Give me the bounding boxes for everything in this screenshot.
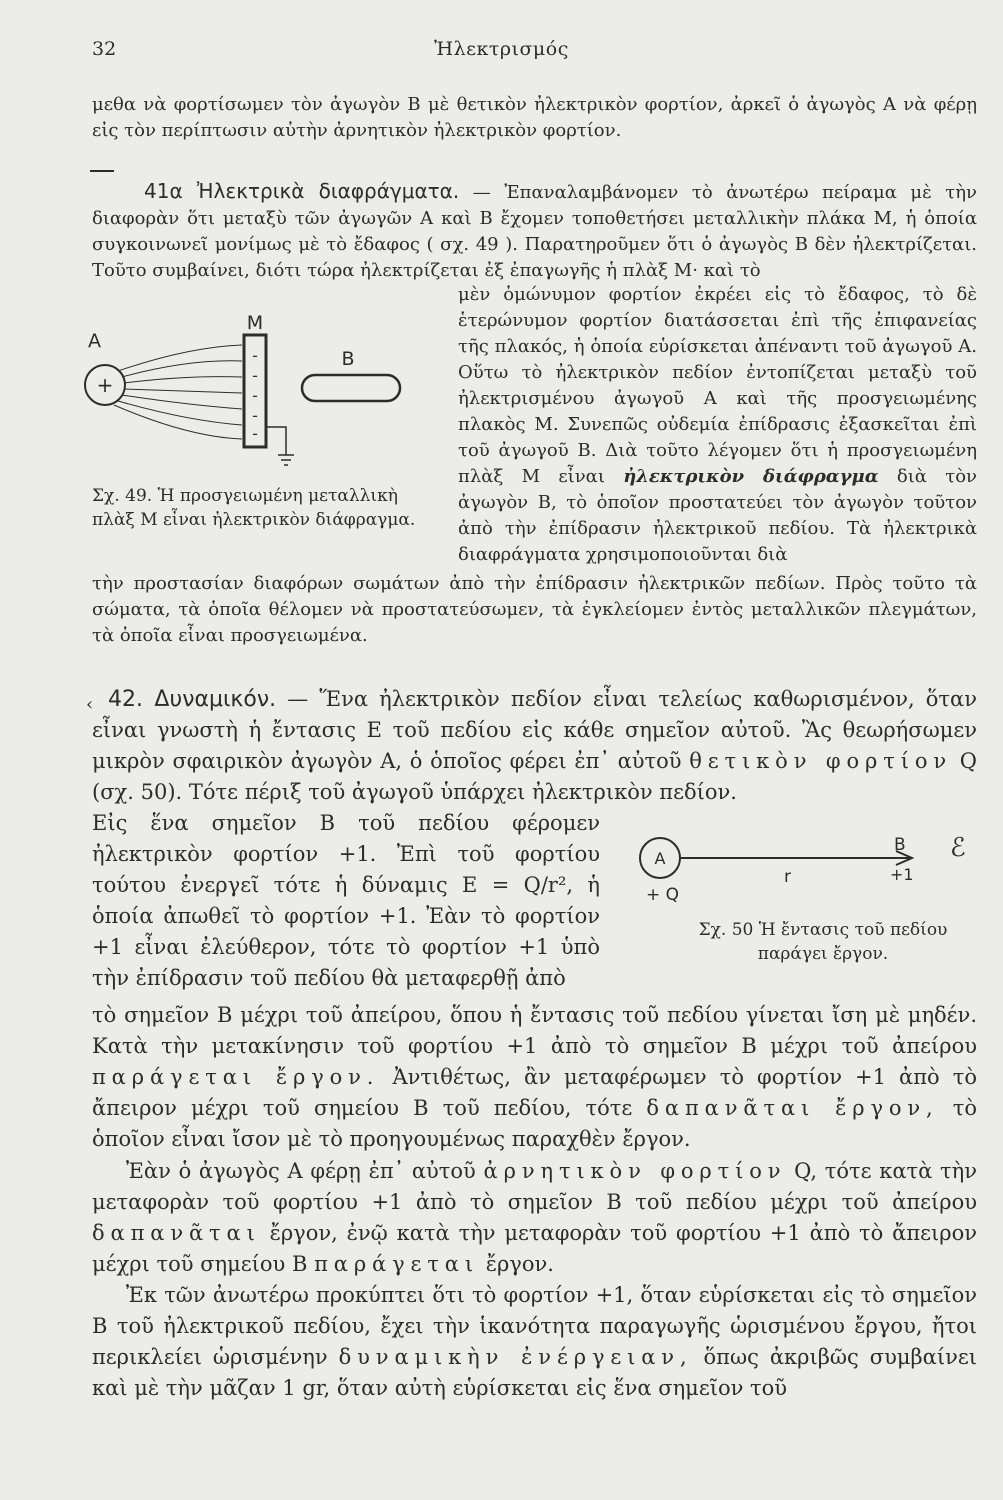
plate-minus-2: - [252,366,258,385]
plate-minus-4: - [252,406,258,425]
spaced-produces-work: παράγεται ἔργον. [92,1065,380,1089]
para1-c: τὸ ὁποῖον εἶναι ἴσον μὲ τὸ προηγουμένως παραχθὲν ἔργον. [92,1096,977,1151]
para2-b: Q, τότε κατὰ τὴν μεταφορὰν τοῦ φορτίου +1 ἀπὸ τὸ σημεῖον Β τοῦ πεδίου μέχρι τοῦ ἀπείρου [92,1159,977,1214]
running-title: Ἠλεκτρισμός [434,38,569,60]
spaced-consumed-2: δαπανᾶται [92,1221,261,1245]
section-42-heading: 42. Δυναμικόν. [108,687,277,712]
conductor-b [302,375,400,401]
fig49-label-b: Β [341,348,355,370]
spaced-consumes-work: δαπανᾶται ἔργον, [646,1096,939,1120]
fig50-label-plus-q: + Q [646,885,680,905]
para1-a: τὸ σημεῖον Β μέχρι τοῦ ἀπείρου, ὅπου ἡ ἔντασις τοῦ πεδίου γίνεται ἴση μὲ μηδέν. Κατὰ τὴν μετακίνησιν τοῦ φορτίου +1 ἀπὸ τὸ σημεῖον Β μέχρι τοῦ ἀπείρου [92,1003,977,1058]
spaced-positive-charge: θετικὸν φορτίον [689,749,953,773]
para1-b: Ἀντιθέτως, ἂν μεταφέρωμεν τὸ φορτίον +1 ἀπὸ τὸ ἄπειρον μέχρι τοῦ σημείου Β τοῦ πεδίου, τότε [92,1065,977,1120]
section-42-lead [92,684,977,808]
fig50-label-e: ℰ [950,833,966,863]
section-42-lead-end: Q (σχ. 50). Τότε πέριξ τοῦ ἀγωγοῦ ὑπάρχει ἠλεκτρικὸν πεδίον. [92,749,977,804]
section-41a-column [458,282,977,568]
section-41a-text-top: — Ἐπαναλαμβάνομεν τὸ ἀνωτέρω πείραμα μὲ τὴν διαφορὰν ὅτι μεταξὺ τῶν ἀγωγῶν Α καὶ Β ἔχομεν τοποθετήσει μεταλλικὴν πλάκα Μ, ἡ ὁποία συγκοινωνεῖ μονίμως μὲ τὸ ἔδαφος ( σχ. 49 ). Παρατηροῦμεν ὅτι ὁ ἀγωγὸς Β δὲν ἠλεκτρίζεται. Τοῦτο συμβαίνει, διότι τώρα ἠλεκτρίζεται ἐξ ἐπαγωγῆς ἡ πλὰξ Μ· καὶ τὸ [92,182,977,281]
fig49-plus: + [96,373,114,397]
field-lines [114,345,242,439]
figure-49 [78,305,423,475]
section-41a-column-a: μὲν ὁμώνυμον φορτίον ἐκρέει εἰς τὸ ἔδαφος, τὸ δὲ ἑτερώνυμον φορτίον διατάσσεται ἐπὶ τῆς ἐπιφανείας τῆς πλακός, ἡ ὁποία εὑρίσκεται ἀπέναντι τοῦ ἀγωγοῦ Α. Οὕτω τὸ ἠλεκτρικὸν πεδίον ἐντοπίζεται μεταξὺ τοῦ ἠλεκτρισμένου ἀγωγοῦ Α καὶ τῆς προσγειωμένης πλακὸς Μ. Συνεπῶς οὐδεμία ἐπίδρασις ἐξασκεῖται ἐπὶ τοῦ ἀγωγοῦ Β. Διὰ τοῦτο λέγομεν ὅτι ἡ προσγειωμένη πλὰξ Μ εἶναι [458,284,977,487]
section-42-column: Εἰς ἕνα σημεῖον Β τοῦ πεδίου φέρομεν ἠλεκτρικὸν φορτίον +1. Ἐπὶ τοῦ φορτίου τούτου ἐνεργεῖ τότε ἡ δύναμις Ε = Q/r², ἡ ὁποία ἀπωθεῖ τὸ φορτίον +1. Ἐὰν τὸ φορτίον +1 εἶναι ἐλεύθερον, τότε τὸ φορτίον +1 ὑπὸ τὴν ἐπίδρασιν τοῦ πεδίου θὰ μεταφερθῇ ἀπὸ [92,811,600,990]
section-41a-bottom: τὴν προστασίαν διαφόρων σωμάτων ἀπὸ τὴν ἐπίδρασιν ἠλεκτρικῶν πεδίων. Πρὸς τοῦτο τὰ σώματα, τὰ ὁποῖα θέλομεν νὰ προστατεύσωμεν, τὰ ἐγκλείομεν ἐντὸς μεταλλικῶν πλεγμάτων, τὰ ὁποῖα εἶναι προσγειωμένα. [92,573,977,646]
fig49-label-m: Μ [246,312,264,334]
para2-a: Ἐὰν ὁ ἀγωγὸς Α φέρῃ ἐπ᾿ αὐτοῦ [126,1159,476,1183]
section-42-para2 [92,1156,977,1280]
plate-minus-3: - [252,386,258,405]
intro-paragraph: μεθα νὰ φορτίσωμεν τὸν ἀγωγὸν Β μὲ θετικὸν ἠλεκτρικὸν φορτίον, ἀρκεῖ ὁ ἀγωγὸς Α νὰ φέρῃ εἰς τὸν περίπτωσιν αὐτὴν ἀρνητικὸν ἠλεκτρικὸν φορτίον. [92,94,977,141]
page-number: 32 [92,38,117,60]
figure-49-caption: Σχ. 49. Ἡ προσγειωμένη μεταλλικὴ πλὰξ Μ εἶναι ἠλεκτρικὸν διάφραγμα. [92,486,416,530]
section-42-para1 [92,1000,977,1155]
para3-b: ὅπως ἀκριβῶς συμβαίνει καὶ μὲ τὴν μᾶζαν 1 gr, ὅταν αὐτὴ εὑρίσκεται εἰς ἕνα σημεῖον τοῦ [92,1345,977,1400]
fig50-label-r: r [784,867,791,887]
margin-mark: ‹ [86,694,94,715]
fig49-label-a: Α [88,330,101,352]
fig50-label-a: A [654,849,666,868]
spaced-potential-energy: δυναμικὴν ἐνέργειαν, [338,1345,693,1369]
term-electric-screen: ἠλεκτρικὸν διάφραγμα [623,466,879,487]
section-41a-heading: 41α Ἠλεκτρικὰ διαφράγματα. [144,179,460,203]
fig50-label-plus1: +1 [890,865,914,884]
para2-c: ἔργον, ἐνῷ κατὰ τὴν μεταφορὰν τοῦ φορτίου +1 ἀπὸ τὸ ἄπειρον μέχρι τοῦ σημείου Β [92,1221,977,1276]
margin-dash [90,170,114,172]
para2-d: ἔργον. [485,1252,554,1276]
ground-symbol [266,427,294,465]
plate-minus-5: - [252,424,258,443]
figure-50-caption: Σχ. 50 Ἡ ἔντασις τοῦ πεδίου παράγει ἔργον. [698,920,948,964]
para3-a: Ἐκ τῶν ἀνωτέρω προκύπτει ὅτι τὸ φορτίον +1, ὅταν εὑρίσκεται εἰς τὸ σημεῖον Β τοῦ ἠλεκτρικοῦ πεδίου, ἔχει τὴν ἱκανότητα παραγωγῆς ὡρισμένου ἔργου, ἤτοι περικλείει ὡρισμένην [92,1283,977,1369]
section-42-lead-text: — Ἕνα ἠλεκτρικὸν πεδίον εἶναι τελείως καθωρισμένον, ὅταν εἶναι γνωστὴ ἡ ἔντασις Ε τοῦ πεδίου εἰς κάθε σημεῖον αὐτοῦ. Ἂς θεωρήσωμεν μικρὸν σφαιρικὸν ἀγωγὸν Α, ὁ ὁποῖος φέρει ἐπ᾿ αὐτοῦ [92,687,977,773]
fig50-label-b: B [894,835,906,855]
section-41a-top [92,178,977,284]
section-41a-column-b: διὰ τὸν ἀγωγὸν Β, τὸ ὁποῖον προστατεύει τὸν ἀγωγὸν τοῦτον ἀπὸ τὴν ἐπίδρασιν ἠλεκτρικοῦ πεδίου. Τὰ ἠλεκτρικὰ διαφράγματα χρησιμοποιοῦνται διὰ [458,466,977,565]
plate-minus-1: - [252,346,258,365]
spaced-negative-charge: ἀρνητικὸν φορτίον [483,1159,787,1183]
section-42-para3 [92,1280,977,1404]
spaced-produced-2: παράγεται [314,1252,479,1276]
figure-50 [612,830,982,910]
